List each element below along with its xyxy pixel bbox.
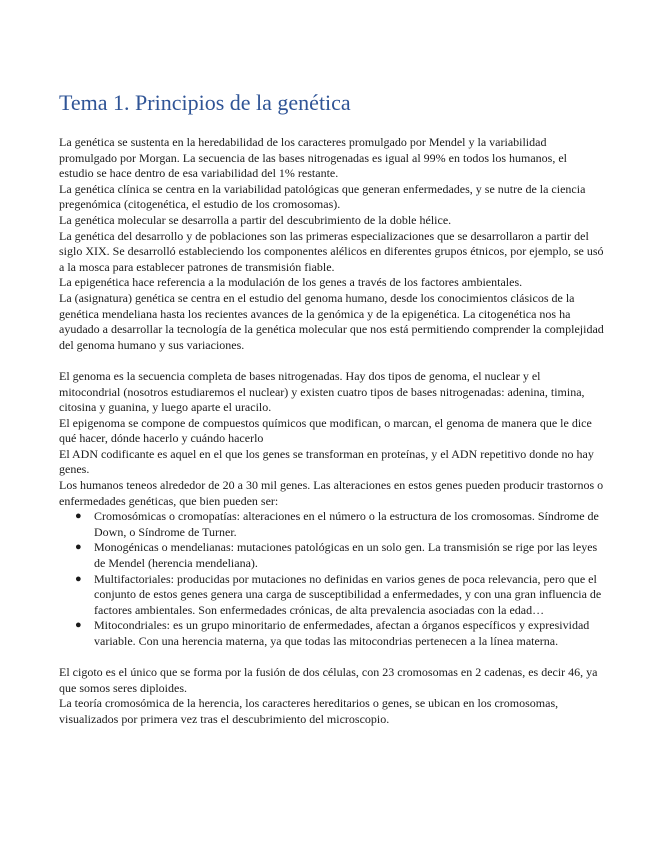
paragraph-clinical-genetics: La genética clínica se centra en la variabilidad patológicas que generan enfermedades, y se nutre de la ciencia pregenómica (citogenética, el estudio de los cromosomas).	[59, 181, 586, 212]
list-item-text: Monogénicas o mendelianas: mutaciones patológicas en un solo gen. La transmisión se rige por las leyes de Mendel (herencia mendeliana).	[94, 540, 598, 571]
paragraph-zygote: El cigoto es el único que se forma por la fusión de dos células, con 23 cromosomas en 2 cadenas, es decir 46, ya que somos seres diploides.	[59, 665, 598, 695]
list-item	[75, 618, 604, 649]
list-item	[75, 509, 604, 540]
paragraph-molecular-genetics: La genética molecular se desarrolla a partir del descubrimiento de la doble hélice.	[59, 212, 452, 227]
paragraph-chromosome-theory: La teoría cromosómica de la herencia, los caracteres hereditarios o genes, se ubican en los cromosomas, visualizados por primera vez tras el descubrimiento del microscopio.	[59, 696, 559, 726]
bullet-icon: ●	[75, 541, 82, 554]
bullet-icon: ●	[75, 619, 82, 632]
list-item	[75, 571, 604, 619]
disorder-list	[59, 509, 604, 649]
paragraph-spacer	[59, 650, 604, 666]
paragraph-subject-genetics: La (asignatura) genética se centra en el estudio del genoma humano, desde los conocimientos clásicos de la genética mendeliana hasta los recientes avances de la genómica y de la epigenética. La citogenética nos ha ayudado a desarrollar la tecnología de la genética molecular que nos está permitiendo comprender la complejidad del genoma humano y sus variaciones.	[59, 290, 604, 352]
bullet-icon: ●	[75, 510, 82, 523]
list-item-text: Mitocondriales: es un grupo minoritario de enfermedades, afectan a órganos específicos y expresividad variable. Con una herencia materna, ya que todas las mitocondrias pertenecen a la línea materna.	[94, 618, 590, 648]
paragraph-epigenetics: La epigenética hace referencia a la modulación de los genes a través de los factores ambientales.	[59, 275, 523, 290]
page-title: Tema 1. Principios de la genética	[59, 90, 351, 115]
list-item	[75, 540, 604, 571]
paragraph-genome: El genoma es la secuencia completa de bases nitrogenadas. Hay dos tipos de genoma, el nuclear y el mitocondrial (nosotros estudiaremos el nuclear) y existen cuatro tipos de bases nitrogenadas: adenina, timina, citosina y guanina, y luego aparte el uracilo.	[59, 368, 585, 415]
bullet-icon: ●	[75, 572, 82, 585]
paragraph-spacer	[59, 353, 604, 369]
list-item-text: Multifactoriales: producidas por mutaciones no definidas en varios genes de poca relevancia, pero que el conjunto de estos genes genera una carga de susceptibilidad a enfermedades, y con una gran influencia de factores ambientales. Son enfermedades crónicas, de alta prevalencia asociadas con la edad…	[94, 571, 602, 617]
paragraph-epigenome: El epigenoma se compone de compuestos químicos que modifican, o marcan, el genoma de manera que le dice qué hacer, dónde hacerlo y cuándo hacerlo	[59, 415, 592, 446]
paragraph-human-genes: Los humanos teneos alrededor de 20 a 30 mil genes. Las alteraciones en estos genes pueden producir trastornos o enfermedades genéticas, que bien pueden ser:	[59, 478, 604, 508]
paragraph-coding-dna: El ADN codificante es aquel en el que los genes se transforman en proteínas, y el ADN repetitivo donde no hay genes.	[59, 446, 594, 477]
document-body	[59, 90, 604, 728]
paragraph-genetics-basis: La genética se sustenta en la heredabilidad de los caracteres promulgado por Mendel y la variabilidad promulgado por Morgan. La secuencia de las bases nitrogenadas es igual al 99% en todos los humanos, el estudio se hace dentro de esa variabilidad del 1% restante.	[59, 135, 567, 181]
paragraph-developmental-genetics: La genética del desarrollo y de poblaciones son las primeras especializaciones que se desarrollaron a partir del siglo XIX. Se desarrolló estableciendo los componentes alélicos en diferentes grupos étnicos, por ejemplo, se usó a la mosca para establecer patrones de transmisión fiable.	[59, 228, 604, 274]
list-item-text: Cromosómicas o cromopatías: alteraciones en el número o la estructura de los cromosomas. Síndrome de Down, o Síndrome de Turner.	[94, 509, 599, 539]
